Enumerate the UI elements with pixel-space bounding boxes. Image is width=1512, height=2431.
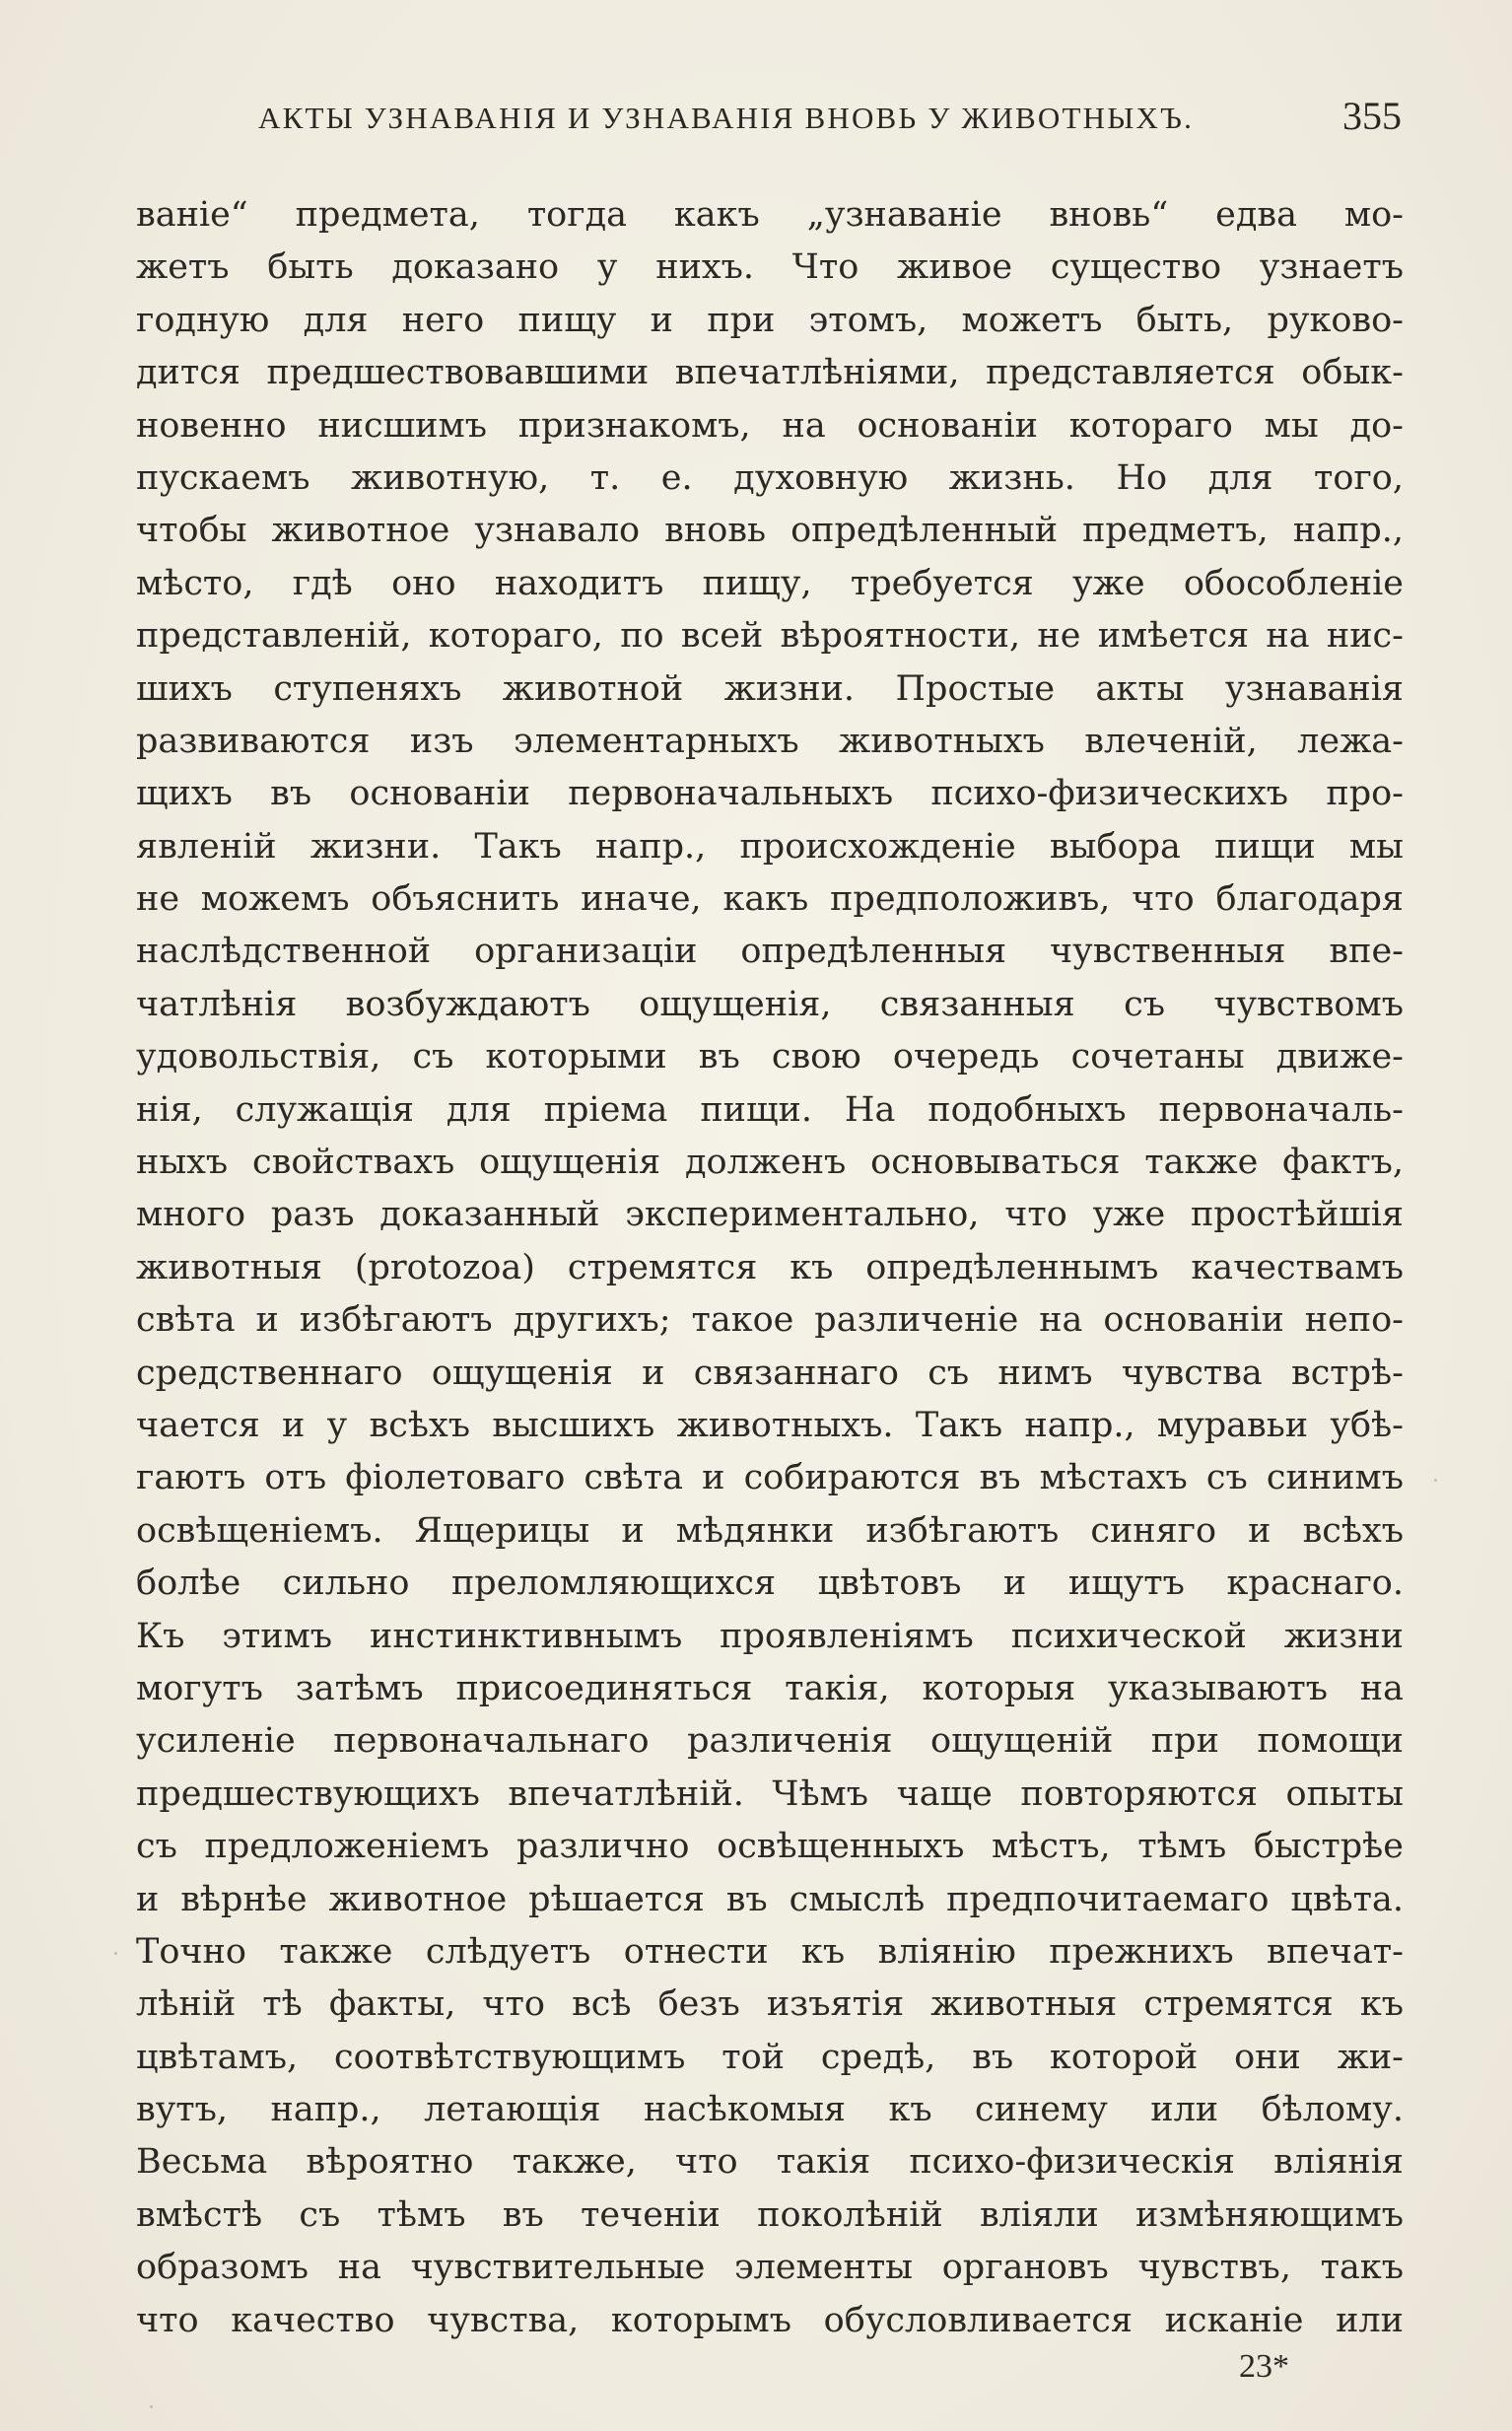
text-line: ныхъ свойствахъ ощущенія долженъ основываться также фактъ,	[136, 1143, 1404, 1183]
text-line: удовольствія, съ которыми въ свою очередь сочетаны движе-	[136, 1037, 1404, 1077]
text-line: животныя (protozoa) стремятся къ опредѣленнымъ качествамъ	[136, 1247, 1404, 1287]
text-line: нія, служащія для пріема пищи. На подобныхъ первоначаль-	[136, 1089, 1404, 1130]
text-line: свѣта и избѣгаютъ другихъ; такое различеніе на основаніи непо-	[136, 1300, 1404, 1341]
text-line: не можемъ объяснить иначе, какъ предположивъ, что благодаря	[136, 879, 1404, 920]
text-line: средственнаго ощущенія и связаннаго съ нимъ чувства встрѣ-	[136, 1353, 1404, 1393]
text-line: пускаемъ животную, т. е. духовную жизнь. Но для того,	[136, 457, 1404, 498]
text-line: лѣній тѣ факты, что всѣ безъ изъятія животныя стремятся къ	[136, 1984, 1404, 2025]
text-line: наслѣдственной организаціи опредѣленныя чувственныя впе-	[136, 932, 1404, 972]
text-line: годную для него пищу и при этомъ, можетъ быть, руково-	[136, 300, 1404, 340]
running-head	[258, 93, 1402, 152]
text-line: вутъ, напр., летающія насѣкомыя къ синему или бѣлому.	[136, 2090, 1404, 2130]
text-line: чтобы животное узнавало вновь опредѣленный предметъ, напр.,	[136, 511, 1404, 551]
paper-speck	[1434, 1479, 1437, 1482]
text-line: болѣе сильно преломляющихся цвѣтовъ и ищутъ краснаго.	[136, 1563, 1404, 1604]
text-line: съ предложеніемъ различно освѣщенныхъ мѣстъ, тѣмъ быстрѣе	[136, 1827, 1404, 1867]
text-line: вмѣстѣ съ тѣмъ въ теченіи поколѣній вліяли измѣняющимъ	[136, 2194, 1404, 2235]
text-line: жетъ быть доказано у нихъ. Что живое существо узнаетъ	[136, 247, 1404, 288]
text-line: и вѣрнѣе животное рѣшается въ смыслѣ предпочитаемаго цвѣта.	[136, 1879, 1404, 1919]
text-line: могутъ затѣмъ присоединяться такія, которыя указываютъ на	[136, 1668, 1404, 1708]
text-line: щихъ въ основаніи первоначальныхъ психо-физическихъ про-	[136, 774, 1404, 814]
body-text	[136, 189, 1404, 2347]
text-line: шихъ ступеняхъ животной жизни. Простые акты узнаванія	[136, 668, 1404, 709]
text-line: представленій, котораго, по всей вѣроятности, не имѣется на нис-	[136, 616, 1404, 657]
text-line: Къ этимъ инстинктивнымъ проявленіямъ психической жизни	[136, 1616, 1404, 1656]
text-line: что качество чувства, которымъ обусловливается исканіе или	[136, 2300, 1404, 2340]
text-line: чатлѣнія возбуждаютъ ощущенія, связанныя съ чувствомъ	[136, 984, 1404, 1024]
running-title: АКТЫ УЗНАВАНІЯ И УЗНАВАНІЯ ВНОВЬ У ЖИВОТНЫХЪ.	[258, 101, 1195, 135]
text-line: цвѣтамъ, соотвѣтствующимъ той средѣ, въ которой они жи-	[136, 2037, 1404, 2077]
text-line: образомъ на чувствительные элементы органовъ чувствъ, такъ	[136, 2248, 1404, 2288]
text-line: мѣсто, гдѣ оно находитъ пищу, требуется уже обособленіе	[136, 563, 1404, 603]
page-number: 355	[1342, 94, 1402, 138]
text-line: развиваются изъ элементарныхъ животныхъ влеченій, лежа-	[136, 721, 1404, 761]
text-line: явленій жизни. Такъ напр., происхожденіе выбора пищи мы	[136, 826, 1404, 867]
text-line: Весьма вѣроятно также, что такія психо-физическія вліянія	[136, 2142, 1404, 2183]
signature-mark: 23*	[1239, 2348, 1289, 2385]
text-line: новенно нисшимъ признакомъ, на основаніи котораго мы до-	[136, 405, 1404, 446]
text-line: освѣщеніемъ. Ящерицы и мѣдянки избѣгаютъ синяго и всѣхъ	[136, 1510, 1404, 1551]
text-line: предшествующихъ впечатлѣній. Чѣмъ чаще повторяются опыты	[136, 1773, 1404, 1814]
text-line: дится предшествовавшими впечатлѣніями, представляется обык-	[136, 353, 1404, 393]
text-line: усиленіе первоначальнаго различенія ощущеній при помощи	[136, 1721, 1404, 1762]
text-line: ваніе“ предмета, тогда какъ „узнаваніе вновь“ едва мо-	[136, 195, 1404, 235]
text-line: много разъ доказанный экспериментально, что уже простѣйшія	[136, 1195, 1404, 1235]
text-line: чается и у всѣхъ высшихъ животныхъ. Такъ напр., муравьи убѣ-	[136, 1405, 1404, 1445]
paper-speck	[150, 2405, 153, 2408]
text-line: гаютъ отъ фіолетоваго свѣта и собираются въ мѣстахъ съ синимъ	[136, 1458, 1404, 1498]
text-line: Точно также слѣдуетъ отнести къ вліянію прежнихъ впечат-	[136, 1931, 1404, 1972]
paper-speck	[114, 1952, 117, 1955]
